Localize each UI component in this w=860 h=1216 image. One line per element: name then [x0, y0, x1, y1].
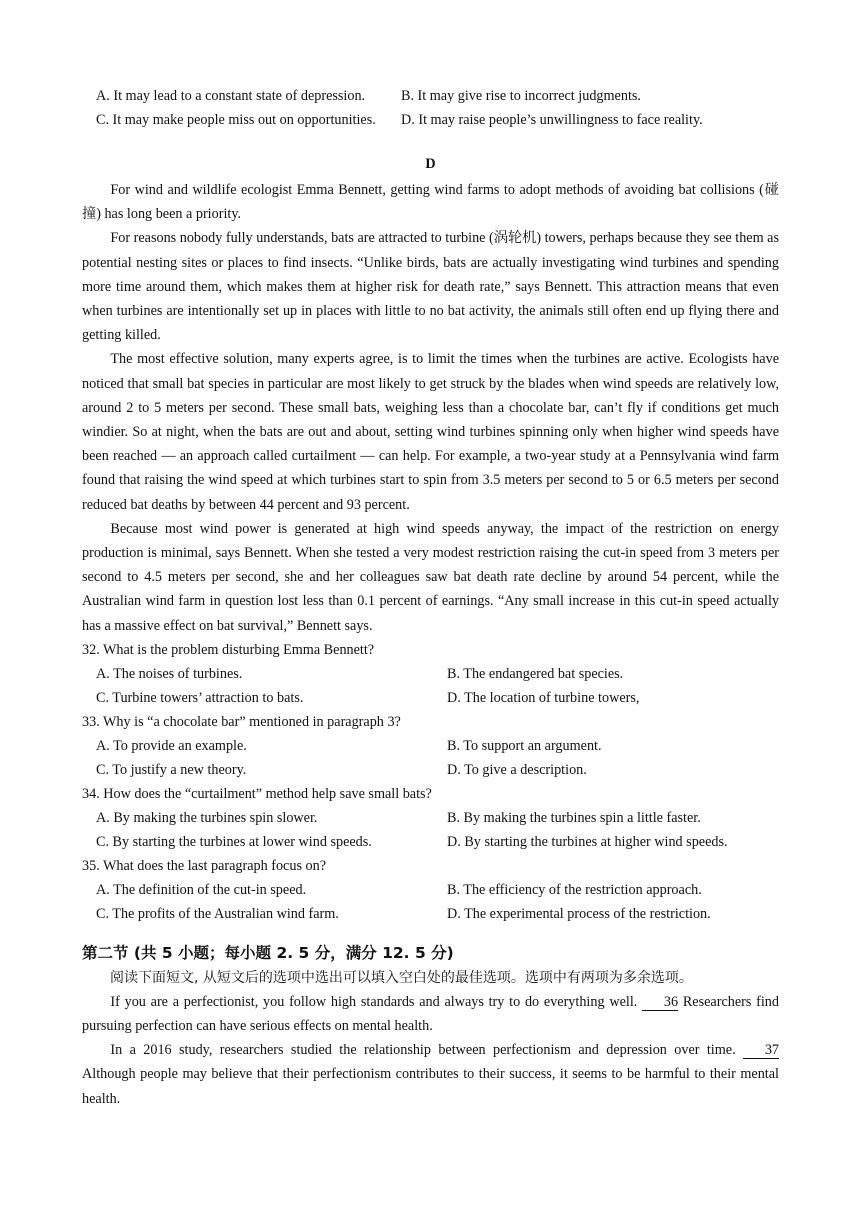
option-a[interactable]: A. By making the turbines spin slower.	[96, 809, 318, 826]
option-c[interactable]: C. Turbine towers’ attraction to bats.	[96, 689, 304, 706]
cloze-text: Researchers find pursuing perfection can have serious effects on mental health.	[82, 993, 779, 1035]
option-row	[82, 734, 779, 758]
question-stem: 35. What does the last paragraph focus on?	[82, 857, 326, 874]
option-row	[82, 806, 779, 830]
option-row	[82, 84, 779, 108]
question-34	[82, 782, 779, 854]
option-row	[82, 830, 779, 854]
question-33	[82, 710, 779, 782]
exam-page	[82, 84, 779, 1111]
question-stem: 32. What is the problem disturbing Emma Bennett?	[82, 641, 375, 658]
option-b: B. It may give rise to incorrect judgments.	[401, 88, 641, 104]
option-c[interactable]: C. By starting the turbines at lower wind speeds.	[96, 833, 372, 850]
option-a[interactable]: A. The noises of turbines.	[96, 665, 243, 682]
option-c[interactable]: C. The profits of the Australian wind farm.	[96, 905, 339, 922]
cloze-text: If you are a perfectionist, you follow high standards and always try to do everything well.	[110, 993, 638, 1010]
question-stem: 33. Why is “a chocolate bar” mentioned in paragraph 3?	[82, 713, 401, 730]
option-row	[82, 758, 779, 782]
cloze-paragraph	[82, 990, 779, 1038]
cloze-paragraph	[82, 1038, 779, 1111]
option-a: A. It may lead to a constant state of depression.	[96, 88, 366, 104]
blank-37[interactable]: 37	[743, 1042, 779, 1059]
question-list	[82, 638, 779, 926]
option-row	[82, 108, 779, 132]
question-35	[82, 854, 779, 926]
passage-paragraph: For wind and wildlife ecologist Emma Bennett, getting wind farms to adopt methods of avoiding bat collisions (碰撞) has long been a priority.	[82, 182, 779, 223]
passage-paragraph: The most effective solution, many experts agree, is to limit the times when the turbines are active. Ecologists have noticed that small bat species in particular are most likely to get struck by the blades when wind speeds are relatively low, around 2 to 5 meters per second. These small bats, weighing less than a chocolate bar, can’t fly if conditions get much windier. So at night, when the bats are out and about, setting wind turbines spinning only when higher wind speeds have been reached — an approach called curtailment — can help. For example, a two-year study at a Pennsylvania wind farm found that raising the wind speed at which turbines start to spin from 3.5 meters per second to 5 or 6.5 meters per second reduced bat deaths by between 44 percent and 93 percent.	[82, 351, 779, 513]
blank-36[interactable]: 36	[642, 994, 678, 1011]
option-c: C. It may make people miss out on opportunities.	[96, 112, 376, 128]
cloze-text: Although people may believe that their perfectionism contributes to their success, it seems to be harmful to their mental health.	[82, 1066, 779, 1107]
option-row	[82, 878, 779, 902]
option-b[interactable]: B. The endangered bat species.	[447, 665, 624, 682]
option-d[interactable]: D. The experimental process of the restriction.	[447, 905, 711, 922]
option-row	[82, 662, 779, 686]
option-d[interactable]: D. To give a description.	[447, 761, 587, 778]
passage-d	[82, 178, 779, 638]
section-2-title: 第二节 (共 5 小题；每小题 2. 5 分，满分 12. 5 分)	[82, 943, 454, 962]
option-d[interactable]: D. By starting the turbines at higher wind speeds.	[447, 833, 728, 850]
option-a[interactable]: A. To provide an example.	[96, 737, 247, 754]
cloze-text: In a 2016 study, researchers studied the relationship between perfectionism and depression over time.	[110, 1042, 736, 1059]
question-32	[82, 638, 779, 710]
option-row	[82, 902, 779, 926]
option-b[interactable]: B. By making the turbines spin a little faster.	[447, 809, 701, 826]
passage-paragraph: For reasons nobody fully understands, bats are attracted to turbine (涡轮机) towers, perhaps because they see them as potential nesting sites or places to find insects. “Unlike birds, bats are actually investigating wind turbines and spending more time around them, which makes them at higher risk for death rate,” says Bennett. This attraction means that even when turbines are intentionally set up in places with little to no bat activity, the animals still often end up flying there and getting killed.	[82, 230, 779, 344]
option-d: D. It may raise people’s unwillingness to face reality.	[401, 112, 703, 128]
option-row	[82, 686, 779, 710]
option-d[interactable]: D. The location of turbine towers,	[447, 689, 640, 706]
option-a[interactable]: A. The definition of the cut-in speed.	[96, 881, 307, 898]
option-c[interactable]: C. To justify a new theory.	[96, 761, 247, 778]
previous-question-options	[82, 84, 779, 132]
option-b[interactable]: B. The efficiency of the restriction approach.	[447, 881, 702, 898]
question-stem: 34. How does the “curtailment” method help save small bats?	[82, 785, 432, 802]
option-b[interactable]: B. To support an argument.	[447, 737, 602, 754]
passage-paragraph: Because most wind power is generated at high wind speeds anyway, the impact of the restriction on energy production is minimal, says Bennett. When she tested a very modest restriction raising the cut-in speed from 3 meters per second to 4.5 meters per second, she and her colleagues saw bat death rate decline by around 54 percent, while the Australian wind farm in question lost less than 0.1 percent of earnings. “Any small increase in this cut-in speed actually has a massive effect on bat survival,” Bennett says.	[82, 520, 779, 634]
section-2-instruction: 阅读下面短文, 从短文后的选项中选出可以填入空白处的最佳选项。选项中有两项为多余选项。	[110, 969, 693, 986]
section-d-heading: D	[425, 156, 436, 172]
